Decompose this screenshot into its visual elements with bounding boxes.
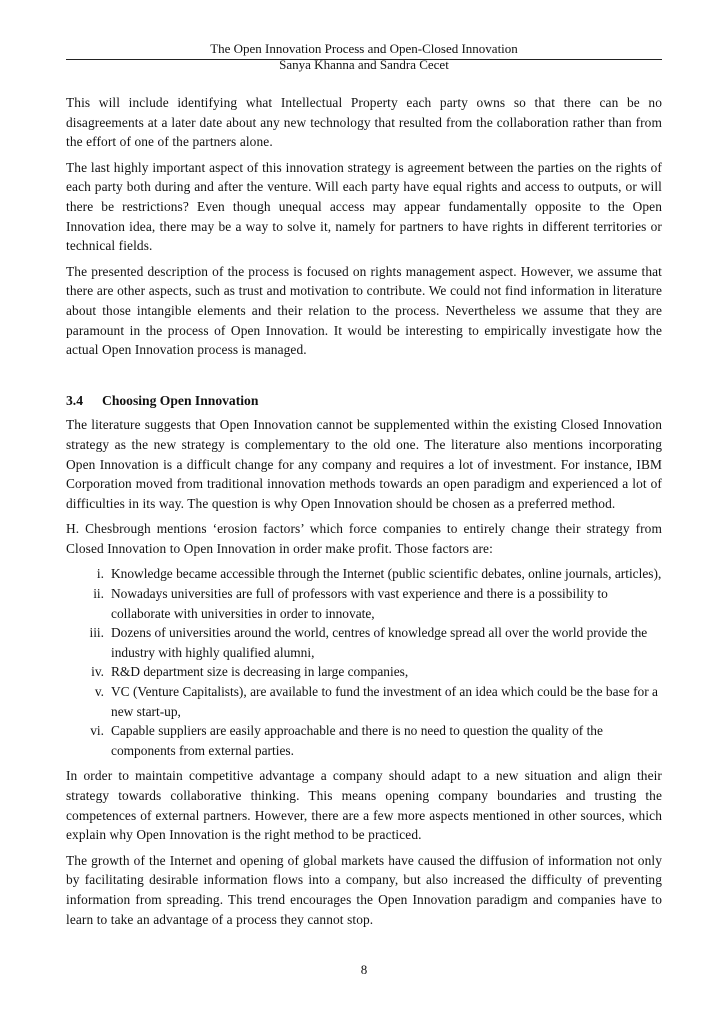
list-item-text: R&D department size is decreasing in large companies, xyxy=(111,664,409,680)
list-marker: iii. xyxy=(89,625,104,641)
list-item-text: Nowadays universities are full of professors with vast experience and there is a possibility to collaborate with universities in order to innovate, xyxy=(111,586,608,621)
list-marker: vi. xyxy=(90,723,104,739)
list-item xyxy=(66,584,662,623)
erosion-factors-list xyxy=(66,564,662,760)
paragraph-rights-management: The presented description of the process is focused on rights management aspect. However, we assume that there are other aspects, such as trust and motivation to contribute. We could not find information in literature about those intangible elements and their relation to the process. Nevertheless we assume that they are paramount in the process of Open Innovation. It would be interesting to empirically investigate how the actual Open Innovation process is managed. xyxy=(66,263,662,358)
list-item xyxy=(66,662,662,682)
section-title: Choosing Open Innovation xyxy=(102,392,259,408)
section-heading xyxy=(66,391,662,411)
list-item xyxy=(66,682,662,721)
header-authors: Sanya Khanna and Sandra Cecet xyxy=(279,57,449,72)
body-text xyxy=(66,93,662,935)
running-header xyxy=(66,41,662,73)
list-marker: ii. xyxy=(93,586,104,602)
paragraph-competitive-advantage: In order to maintain competitive advantage a company should adapt to a new situation and align their strategy towards collaborative thinking. This means opening company boundaries and trusting the competences of external partners. However, there are a few more aspects mentioned in other sources, which explain why Open Innovation is the right method to be practiced. xyxy=(66,768,662,843)
list-marker: i. xyxy=(96,566,104,582)
list-marker: iv. xyxy=(91,664,104,680)
list-item-text: Knowledge became accessible through the Internet (public scientific debates, online journals, articles), xyxy=(111,566,662,582)
section-number: 3.4 xyxy=(66,392,83,408)
list-item xyxy=(66,623,662,662)
paragraph-erosion-factors: H. Chesbrough mentions ‘erosion factors’ which force companies to entirely change their strategy from Closed Innovation to Open Innovation in order make profit. Those factors are: xyxy=(66,521,662,556)
list-marker: v. xyxy=(94,684,104,700)
paragraph-literature: The literature suggests that Open Innovation cannot be supplemented within the existing Closed Innovation strategy as the new strategy is complementary to the old one. The literature also mentions incorporating Open Innovation is a difficult change for any company and requires a lot of investment. For instance, IBM Corporation moved from traditional innovation methods towards an open paradigm and experienced a lot of difficulties in its way. The question is why Open Innovation should be chosen as a preferred method. xyxy=(66,417,662,511)
paragraph-internet-growth: The growth of the Internet and opening of global markets have caused the diffusion of information not only by facilitating desirable information flows into a company, but also increased the difficulty of preventing information from spreading. This trend encourages the Open Innovation paradigm and companies have to learn to take an advantage of a process they cannot stop. xyxy=(66,852,662,927)
paragraph-rights-agreement: The last highly important aspect of this innovation strategy is agreement between the parties on the rights of each party both during and after the venture. Will each party have equal rights and access to outputs, or will there be restrictions? Even though unequal access may appear fundamentally opposite to the Open Innovation idea, there may be a way to solve it, namely for partners to have rights in different territories or technical fields. xyxy=(66,159,662,254)
header-title: The Open Innovation Process and Open-Closed Innovation xyxy=(210,41,518,56)
list-item-text: Dozens of universities around the world, centres of knowledge spread all over the world provide the industry with highly qualified alumni, xyxy=(111,625,648,660)
page-number: 8 xyxy=(360,962,368,977)
list-item xyxy=(66,564,662,584)
list-item xyxy=(66,721,662,760)
header-divider xyxy=(66,59,662,60)
paragraph-intellectual-property: This will include identifying what Intellectual Property each party owns so that there can be no disagreements at a later date about any new technology that resulted from the collaboration rather than from the effort of one of the partners alone. xyxy=(66,95,662,150)
list-item-text: Capable suppliers are easily approachable and there is no need to question the quality of the components from external parties. xyxy=(111,723,603,758)
list-item-text: VC (Venture Capitalists), are available to fund the investment of an idea which could be the base for a new start-up, xyxy=(111,684,658,719)
